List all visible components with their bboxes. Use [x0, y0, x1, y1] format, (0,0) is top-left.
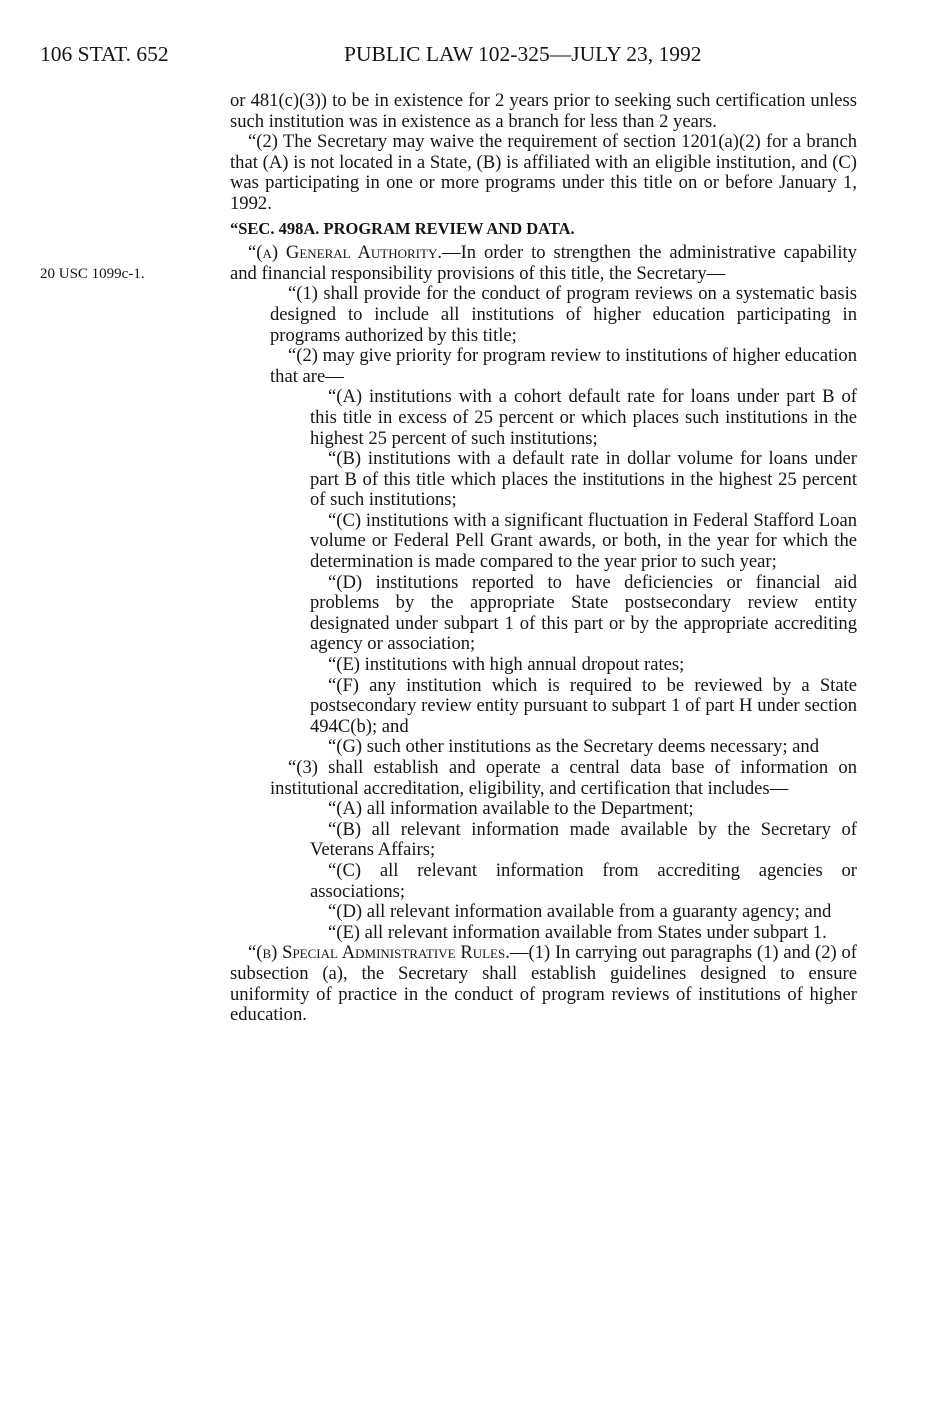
paragraph-continued: or 481(c)(3)) to be in existence for 2 years prior to seeking such certification unless such institution was in existence as a branch for less than 2 years.	[230, 90, 857, 132]
running-head-title: PUBLIC LAW 102-325—JULY 23, 1992	[344, 42, 702, 66]
clause-a3-A: “(A) all information available to the Department;	[328, 798, 694, 820]
paragraph-a3: “(3) shall establish and operate a central data base of information on institutional accreditation, eligibility, and certification that includes—	[270, 757, 857, 799]
clause-a3-D: “(D) all relevant information available from a guaranty agency; and	[328, 901, 832, 923]
paragraph-a2: “(2) may give priority for program review to institutions of higher education that are—	[270, 345, 857, 387]
subsection-b-label: “(b) Special Administrative Rules.	[248, 942, 510, 964]
subsection-a-label: “(a) General Authority.	[248, 242, 442, 264]
subsection-b-text: —(1) In carrying out paragraphs (1) and (2) of subsection (a), the Secretary shall establish guidelines designed to ensure uniformity of practice in the conduct of program reviews of institutions of higher education.	[230, 942, 857, 1026]
subsection-a-text: —In order to strengthen the administrative capability and financial responsibility provisions of this title, the Secretary—	[230, 242, 857, 284]
statute-body	[230, 91, 857, 1026]
section-heading: “SEC. 498A. PROGRAM REVIEW AND DATA.	[230, 218, 575, 238]
clause-a2-G: “(G) such other institutions as the Secretary deems necessary; and	[328, 736, 820, 758]
clause-a2-F: “(F) any institution which is required to be reviewed by a State postsecondary review entity pursuant to subpart 1 of part H under section 494C(b); and	[310, 674, 857, 737]
clause-a3-C: “(C) all relevant information from accrediting agencies or associations;	[310, 859, 857, 902]
clause-a2-A: “(A) institutions with a cohort default rate for loans under part B of this title in excess of 25 percent or which places such institutions in the highest 25 percent of such institutions;	[310, 386, 857, 449]
clause-a2-E: “(E) institutions with high annual dropout rates;	[328, 654, 685, 676]
paragraph-a1: “(1) shall provide for the conduct of program reviews on a systematic basis designed to include all institutions of higher education participating in programs authorized by this title;	[270, 283, 857, 346]
margin-citation: 20 USC 1099c-1.	[40, 266, 145, 282]
subsection-a	[230, 243, 857, 284]
subsection-b	[230, 943, 857, 1025]
clause-a2-B: “(B) institutions with a default rate in dollar volume for loans under part B of this title which places the institutions in the highest 25 percent of such institutions;	[310, 448, 857, 511]
clause-a3-B: “(B) all relevant information made available by the Secretary of Veterans Affairs;	[310, 818, 857, 861]
paragraph-2: “(2) The Secretary may waive the requirement of section 1201(a)(2) for a branch that (A) is not located in a State, (B) is affiliated with an eligible institution, and (C) was participating in one or more programs under this title on or before January 1, 1992.	[230, 131, 857, 214]
stat-page-number: 106 STAT. 652	[40, 42, 169, 66]
clause-a2-C: “(C) institutions with a significant fluctuation in Federal Stafford Loan volume or Federal Pell Grant awards, or both, in the year for which the determination is made compared to the year prior to such year;	[310, 509, 857, 573]
clause-a2-D: “(D) institutions reported to have deficiencies or financial aid problems by the appropriate State postsecondary review entity designated under subpart 1 of this part or by the appropriate accrediting agency or association;	[310, 571, 857, 655]
clause-a3-E: “(E) all relevant information available from States under subpart 1.	[328, 921, 827, 943]
